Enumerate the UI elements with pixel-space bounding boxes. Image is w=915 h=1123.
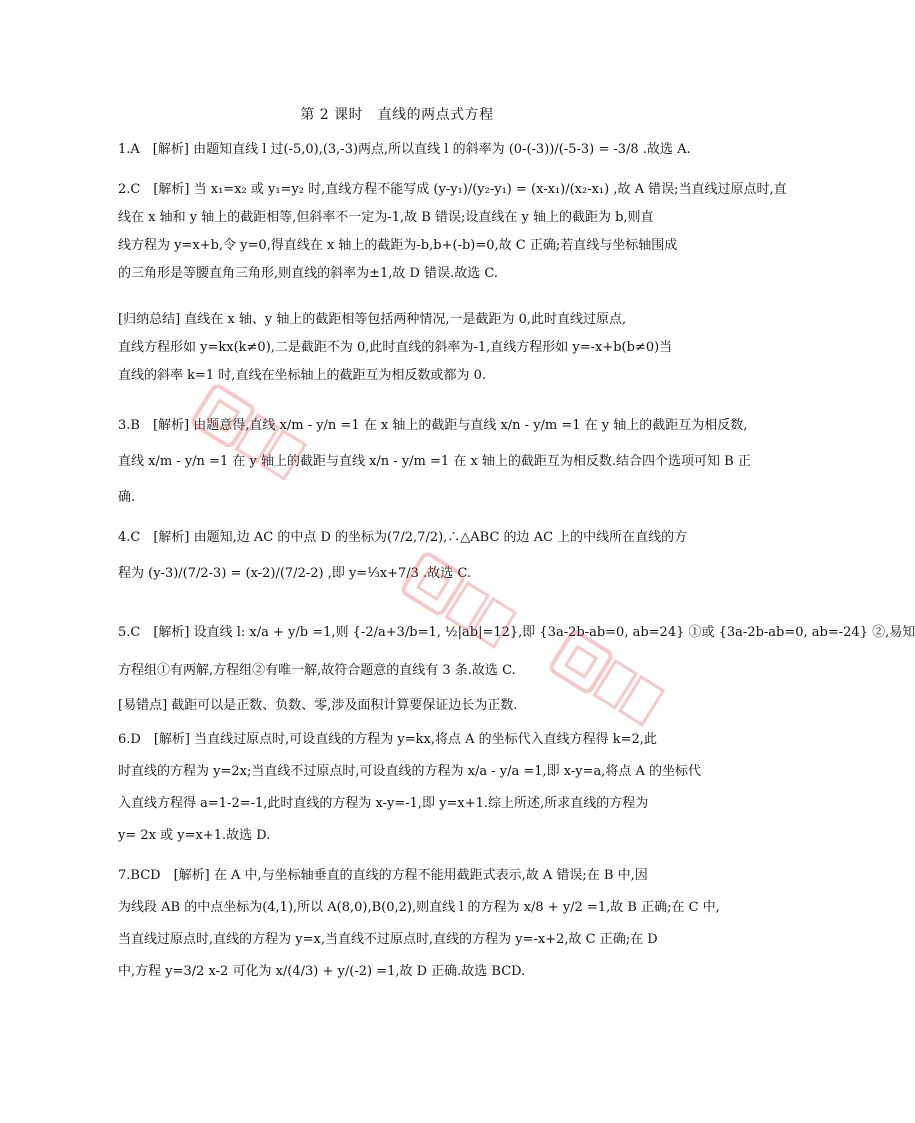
text-line: 6.D [解析] 当直线过原点时,可设直线的方程为 y=kx,将点 A 的坐标代入直线方程得 k=2,此 <box>118 732 657 747</box>
text-line: 直线 x/m - y/n =1 在 y 轴上的截距与直线 x/n - y/m =1 在 x 轴上的截距互为相反数.结合四个选项可知 B 正 <box>118 454 751 469</box>
text-line: 入直线方程得 a=1-2=-1,此时直线的方程为 x-y=-1,即 y=x+1.综上所述,所求直线的方程为 <box>118 796 649 811</box>
page-title: 第 2 课时 直线的两点式方程 <box>300 107 494 123</box>
text-line: 方程组①有两解,方程组②有唯一解,故符合题意的直线有 3 条.故选 C. <box>118 663 516 678</box>
text-line: 3.B [解析] 由题意得,直线 x/m - y/n =1 在 x 轴上的截距与直线 x/n - y/m =1 在 y 轴上的截距互为相反数, <box>118 418 748 433</box>
text-line: [归纳总结] 直线在 x 轴、y 轴上的截距相等包括两种情况,一是截距为 0,此时直线过原点, <box>118 312 627 327</box>
answer-2 <box>118 176 787 288</box>
answer-7 <box>118 860 720 988</box>
answer-6 <box>118 724 702 852</box>
text-line: [易错点] 截距可以是正数、负数、零,涉及面积计算要保证边长为正数. <box>118 698 518 713</box>
answer-1 <box>118 136 691 164</box>
text-line: 4.C [解析] 由题知,边 AC 的中点 D 的坐标为(7/2,7/2),∴△ABC 的边 AC 上的中线所在直线的方 <box>118 530 688 545</box>
text-line: 直线方程形如 y=kx(k≠0),二是截距不为 0,此时直线的斜率为-1,直线方程形如 y=-x+b(b≠0)当 <box>118 340 673 355</box>
text-line: 当直线过原点时,直线的方程为 y=x,当直线不过原点时,直线的方程为 y=-x+2,故 C 正确;在 D <box>118 932 658 947</box>
text-line: 的三角形是等腰直角三角形,则直线的斜率为±1,故 D 错误.故选 C. <box>118 266 498 281</box>
text-line: 线在 x 轴和 y 轴上的截距相等,但斜率不一定为-1,故 B 错误;设直线在 y 轴上的截距为 b,则直 <box>118 210 654 225</box>
text-line: 程为 (y-3)/(7/2-3) = (x-2)/(7/2-2) ,即 y=⅓x+7/3 .故选 C. <box>118 566 471 581</box>
text-line: 中,方程 y=3/2 x-2 可化为 x/(4/3) + y/(-2) =1,故 D 正确.故选 BCD. <box>118 964 526 979</box>
summary-note <box>118 306 678 390</box>
text-line: 直线的斜率 k=1 时,直线在坐标轴上的截距互为相反数或都为 0. <box>118 368 486 383</box>
text-line: 2.C [解析] 当 x₁=x₂ 或 y₁=y₂ 时,直线方程不能写成 (y-y₁)/(y₂-y₁) = (x-x₁)/(x₂-x₁) ,故 A 错误;当直线过原点时,直 <box>118 182 787 197</box>
text-line: 为线段 AB 的中点坐标为(4,1),所以 A(8,0),B(0,2),则直线 l 的方程为 x/8 + y/2 =1,故 B 正确;在 C 中, <box>118 900 720 915</box>
text-line: 时直线的方程为 y=2x;当直线不过原点时,可设直线的方程为 x/a - y/a =1,即 x-y=a,将点 A 的坐标代 <box>118 764 702 779</box>
answer-4 <box>118 520 688 592</box>
text-line: 线方程为 y=x+b,令 y=0,得直线在 x 轴上的截距为-b,b+(-b)=0,故 C 正确;若直线与坐标轴围成 <box>118 238 678 253</box>
text-line: 1.A [解析] 由题知直线 l 过(-5,0),(3,-3)两点,所以直线 l 的斜率为 (0-(-3))/(-5-3) = -3/8 .故选 A. <box>118 142 691 157</box>
text-line: 5.C [解析] 设直线 l: x/a + y/b =1,则 {-2/a+3/b=1, ½|ab|=12},即 {3a-2b-ab=0, ab=24} ①或 {3a-2b-ab=0, ab=-24} ②,易知 <box>118 625 915 640</box>
text-line: 确. <box>118 490 136 505</box>
text-line: y= 2x 或 y=x+1.故选 D. <box>118 828 271 843</box>
text-line: 7.BCD [解析] 在 A 中,与坐标轴垂直的直线的方程不能用截距式表示,故 A 错误;在 B 中,因 <box>118 868 648 883</box>
